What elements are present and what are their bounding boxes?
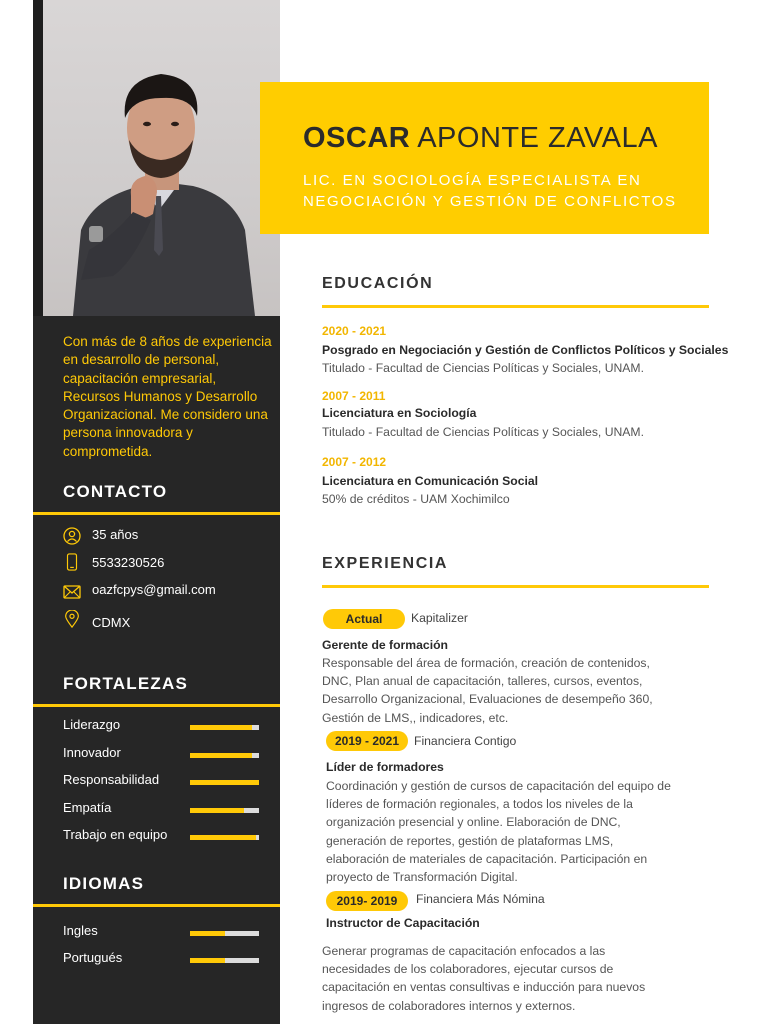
strength-level-fill	[190, 780, 259, 785]
education-title: Posgrado en Negociación y Gestión de Conflictos Políticos y Sociales	[322, 343, 729, 357]
language-level-bar	[190, 931, 259, 936]
job-role: Gerente de formación	[322, 638, 448, 652]
contact-location: CDMX	[92, 615, 131, 630]
profile-summary: Con más de 8 años de experiencia en desarrollo de personal, capacitación empresarial, Recursos Humanos y Desarrollo Organizacional. Me considero una persona innovadora y comprometida.	[63, 334, 272, 459]
strength-level-bar	[190, 725, 259, 730]
first-name: OSCAR	[303, 122, 411, 154]
language-label: Ingles	[63, 923, 98, 938]
period-badge: Actual	[323, 609, 405, 629]
job-description: Responsable del área de formación, creación de contenidos, DNC, Plan anual de capacitación, talleres, cursos, eventos, Desarrollo Organizacional, Evaluaciones de desempeño 360, Gestión de LMS,, indicadores, etc.	[322, 656, 653, 725]
job-description: Coordinación y gestión de cursos de capacitación del equipo de líderes de formación regionales, a todos los niveles de la organización presencial y online. Elaboración de DNC, generación de reportes, gestión de plataformas LMS, elaboración de materiales de capacitación. Participación en proyecto de Transformación Digital.	[326, 779, 671, 885]
contact-heading: CONTACTO	[63, 482, 168, 501]
mail-icon	[63, 583, 81, 601]
contact-age: 35 años	[92, 527, 139, 542]
education-detail: 50% de créditos - UAM Xochimilco	[322, 492, 510, 506]
job-role: Líder de formadores	[326, 760, 444, 774]
strength-level-fill	[190, 753, 252, 758]
portrait-image	[33, 0, 280, 316]
company-name: Financiera Contigo	[414, 734, 517, 748]
contact-divider	[33, 512, 280, 515]
job-role: Instructor de Capacitación	[326, 916, 480, 930]
profile-photo	[33, 0, 280, 316]
strengths-divider	[33, 704, 280, 707]
strengths-heading: FORTALEZAS	[63, 674, 189, 693]
education-years: 2007 - 2012	[322, 455, 387, 469]
education-divider	[322, 305, 709, 308]
strength-level-bar	[190, 808, 259, 813]
strength-level-fill	[190, 725, 252, 730]
last-name: APONTE ZAVALA	[417, 122, 658, 154]
experience-heading: EXPERIENCIA	[322, 555, 449, 572]
language-level-fill	[190, 958, 225, 963]
photo-frame-edge	[33, 0, 43, 316]
education-title: Licenciatura en Sociología	[322, 406, 477, 420]
phone-icon	[63, 553, 81, 571]
education-heading: EDUCACIÓN	[322, 275, 434, 292]
education-title: Licenciatura en Comunicación Social	[322, 474, 539, 488]
language-label: Portugués	[63, 950, 123, 965]
strength-level-bar	[190, 780, 259, 785]
candidate-name	[303, 122, 658, 155]
experience-divider	[322, 585, 709, 588]
education-detail: Titulado - Facultad de Ciencias Políticas y Sociales, UNAM.	[322, 361, 644, 375]
user-icon	[63, 527, 81, 545]
strength-level-fill	[190, 835, 256, 840]
strength-label: Empatía	[63, 799, 112, 815]
period-badge: 2019- 2019	[326, 891, 408, 911]
contact-phone[interactable]: 5533230526	[92, 555, 165, 570]
location-pin-icon	[63, 610, 81, 628]
professional-title: LIC. EN SOCIOLOGÍA ESPECIALISTA EN NEGOCIACIÓN Y GESTIÓN DE CONFLICTOS	[303, 172, 677, 210]
strength-level-bar	[190, 753, 259, 758]
language-level-fill	[190, 931, 225, 936]
languages-heading: IDIOMAS	[63, 874, 145, 893]
strength-label: Liderazgo	[63, 717, 121, 732]
strength-label: Trabajo en equipo	[63, 827, 168, 842]
strength-label: Responsabilidad	[63, 772, 160, 787]
job-description: Generar programas de capacitación enfocados a las necesidades de los colaboradores, ejecutar cursos de capacitación en ventas consultivas e inducción para nuevos ingresos de colaboradores internos y externos.	[322, 944, 646, 1013]
language-level-bar	[190, 958, 259, 963]
strength-label: Innovador	[63, 744, 121, 760]
languages-divider	[33, 904, 280, 907]
education-years: 2007 - 2011	[322, 389, 386, 403]
period-badge: 2019 - 2021	[326, 731, 408, 751]
company-name: Financiera Más Nómina	[416, 892, 545, 906]
education-detail: Titulado - Facultad de Ciencias Políticas y Sociales, UNAM.	[322, 425, 644, 439]
strength-level-bar	[190, 835, 259, 840]
contact-email[interactable]: oazfcpys@gmail.com	[92, 582, 216, 597]
company-name: Kapitalizer	[411, 611, 468, 625]
strength-level-fill	[190, 808, 244, 813]
education-years: 2020 - 2021	[322, 324, 387, 338]
